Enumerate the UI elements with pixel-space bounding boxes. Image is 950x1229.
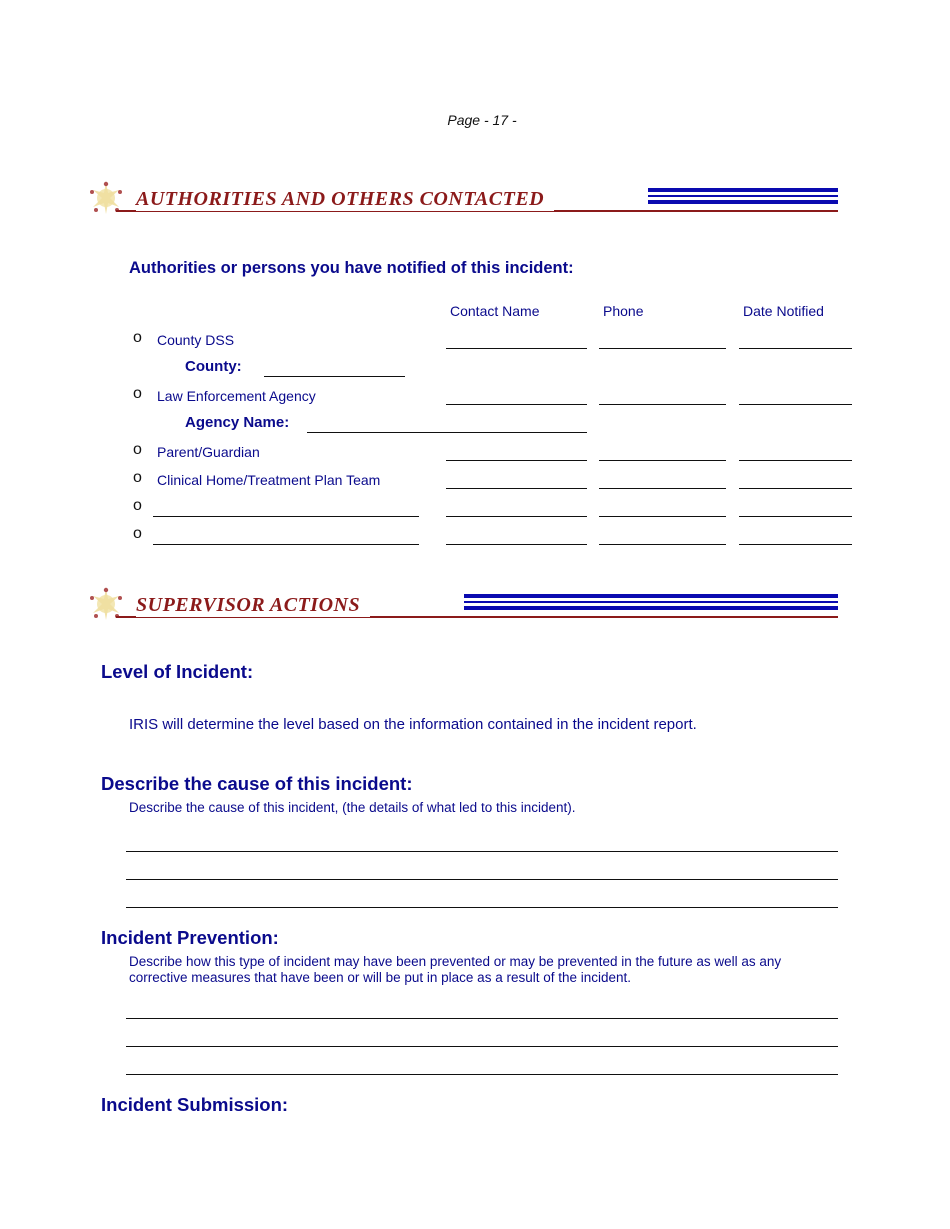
bullet-icon: o [133,497,142,514]
cause-answer-line[interactable] [126,879,838,880]
authorities-banner-title: AUTHORITIES AND OTHERS CONTACTED [136,188,554,211]
level-heading: Level of Incident: [101,661,254,682]
authorities-banner [88,180,838,218]
prevention-answer-line[interactable] [126,1074,838,1075]
county-label: County: [185,358,242,375]
county-field[interactable] [264,376,405,377]
phone-field[interactable] [599,488,726,489]
date-notified-field[interactable] [739,404,852,405]
date-notified-field[interactable] [739,544,852,545]
bullet-icon: o [133,441,142,458]
bullet-icon: o [133,385,142,402]
phone-field[interactable] [599,404,726,405]
row-label-parent-guardian: Parent/Guardian [157,444,260,460]
bullet-icon: o [133,329,142,346]
level-text: IRIS will determine the level based on the information contained in the incident report. [129,716,697,733]
bullet-icon: o [133,469,142,486]
phone-field[interactable] [599,544,726,545]
supervisor-banner [88,586,838,624]
page-number: Page - 17 - [447,112,517,128]
contact-name-field[interactable] [446,516,587,517]
agency-name-field[interactable] [307,432,587,433]
date-notified-field[interactable] [739,516,852,517]
supervisor-banner-title: SUPERVISOR ACTIONS [136,594,370,617]
cause-answer-line[interactable] [126,907,838,908]
column-header-phone: Phone [603,303,644,319]
other-contact-field[interactable] [153,516,419,517]
prevention-answer-line[interactable] [126,1018,838,1019]
submission-heading: Incident Submission: [101,1094,289,1115]
date-notified-field[interactable] [739,460,852,461]
cause-answer-line[interactable] [126,851,838,852]
agency-name-label: Agency Name: [185,414,290,431]
contact-name-field[interactable] [446,460,587,461]
contact-name-field[interactable] [446,348,587,349]
date-notified-field[interactable] [739,488,852,489]
prevention-text-line-2: corrective measures that have been or will be put in place as a result of the incident. [129,970,632,985]
prevention-text-line-1: Describe how this type of incident may have been prevented or may be prevented in the future as well as any [129,954,782,969]
contact-name-field[interactable] [446,544,587,545]
contact-name-field[interactable] [446,488,587,489]
prevention-heading: Incident Prevention: [101,927,279,948]
bullet-icon: o [133,525,142,542]
phone-field[interactable] [599,348,726,349]
column-header-date-notified: Date Notified [743,303,824,319]
row-label-law-enforcement: Law Enforcement Agency [157,388,316,404]
row-label-clinical-home: Clinical Home/Treatment Plan Team [157,472,381,488]
other-contact-field[interactable] [153,544,419,545]
contact-name-field[interactable] [446,404,587,405]
prevention-answer-line[interactable] [126,1046,838,1047]
phone-field[interactable] [599,460,726,461]
cause-text: Describe the cause of this incident, (the details of what led to this incident). [129,800,576,815]
phone-field[interactable] [599,516,726,517]
notified-prompt: Authorities or persons you have notified of this incident: [129,259,574,277]
cause-heading: Describe the cause of this incident: [101,773,413,794]
date-notified-field[interactable] [739,348,852,349]
column-header-contact-name: Contact Name [450,303,540,319]
row-label-county-dss: County DSS [157,332,235,348]
